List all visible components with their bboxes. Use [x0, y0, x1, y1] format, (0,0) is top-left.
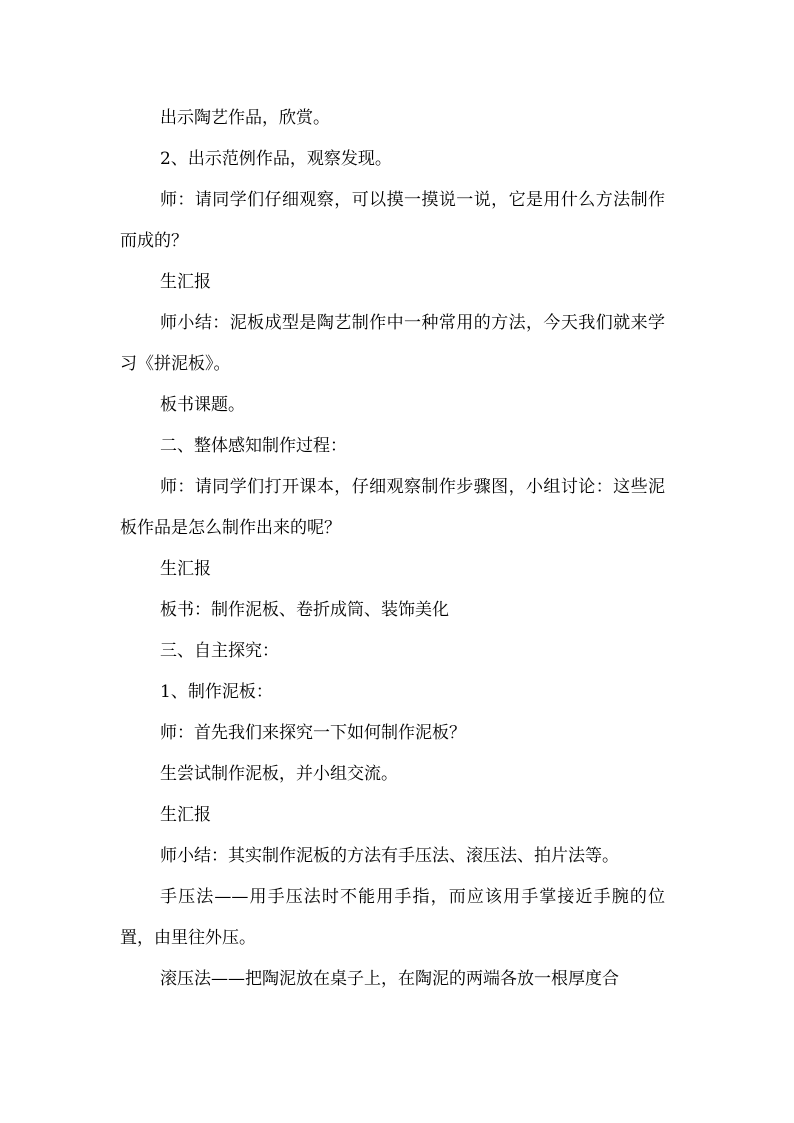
paragraph-student-report: 生汇报 — [160, 272, 211, 292]
paragraph-teacher-question: 师：请同学们仔细观察，可以摸一摸说一说，它是用什么方法制作而成的？ — [120, 190, 665, 251]
paragraph-roll-press: 滚压法——把陶泥放在桌子上，在陶泥的两端各放一根厚度合 — [160, 969, 619, 989]
paragraph-teacher-explore: 师：首先我们来探究一下如何制作泥板？ — [160, 723, 466, 743]
paragraph-student-report: 生汇报 — [160, 559, 211, 579]
paragraph-teacher-summary: 师小结：泥板成型是陶艺制作中一种常用的方法，今天我们就来学习《拼泥板》。 — [120, 313, 665, 374]
paragraph-board-steps: 板书：制作泥板、卷折成筒、装饰美化 — [160, 600, 449, 620]
paragraph-section-2-heading: 二、整体感知制作过程： — [160, 436, 347, 456]
paragraph-student-try: 生尝试制作泥板，并小组交流。 — [160, 764, 398, 784]
paragraph-board-title: 板书课题。 — [160, 395, 245, 415]
paragraph-hand-press: 手压法——用手压法时不能用手指，而应该用手掌接近手腕的位置，由里往外压。 — [120, 887, 665, 948]
paragraph-step-2: 2、出示范例作品，观察发现。 — [160, 149, 392, 169]
paragraph-section-3-heading: 三、自主探究： — [160, 641, 279, 661]
paragraph-step-1: 1、制作泥板： — [160, 682, 273, 702]
document-body — [120, 98, 665, 1000]
paragraph-student-report: 生汇报 — [160, 805, 211, 825]
paragraph-teacher-instruction: 师：请同学们打开课本，仔细观察制作步骤图，小组讨论：这些泥板作品是怎么制作出来的呢？ — [120, 477, 665, 538]
paragraph-show-works: 出示陶艺作品，欣赏。 — [160, 108, 330, 128]
paragraph-teacher-summary-methods: 师小结：其实制作泥板的方法有手压法、滚压法、拍片法等。 — [160, 846, 619, 866]
